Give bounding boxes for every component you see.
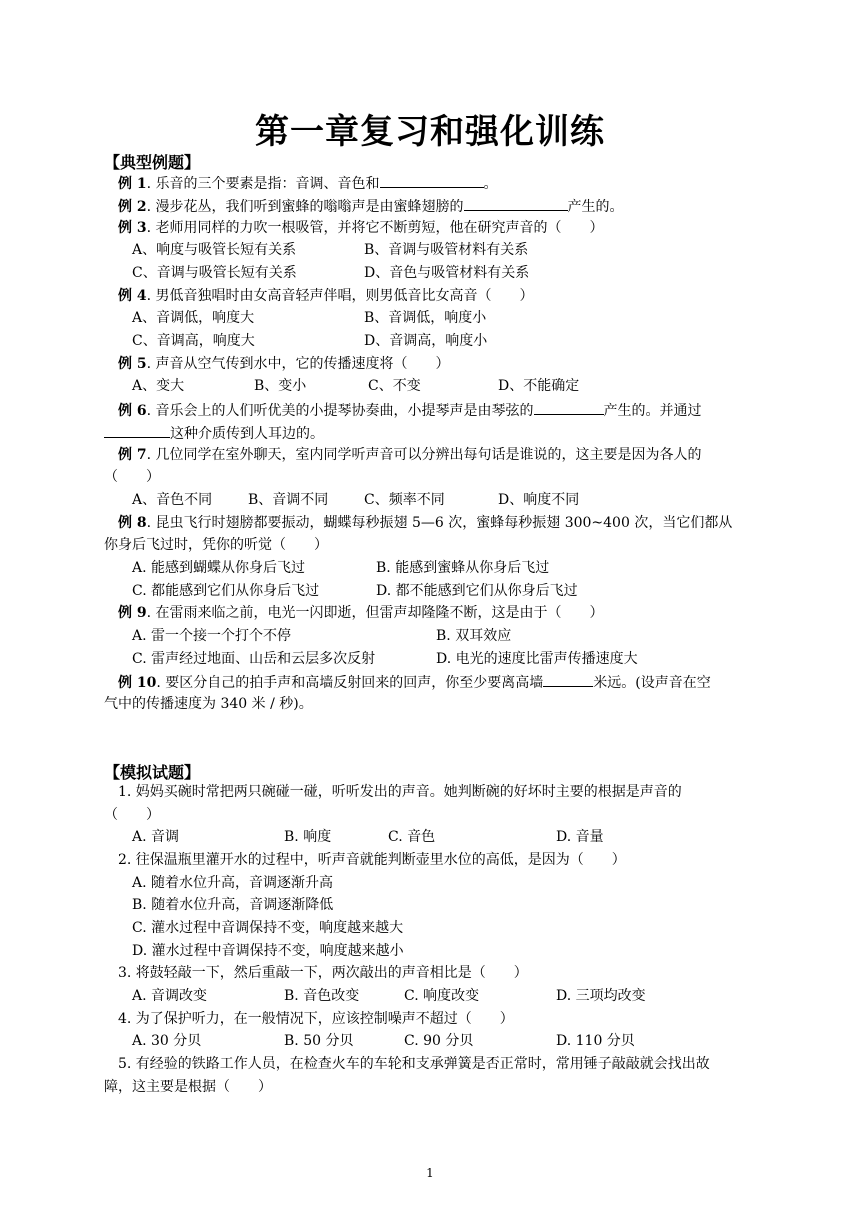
example-label: 例 6: [118, 403, 147, 419]
example-6-continuation: [104, 423, 324, 443]
example-text-continued: （ ）: [104, 469, 160, 485]
question-text-continued: （ ）: [104, 807, 160, 823]
option-d: D、音调高，响度小: [364, 333, 488, 349]
option-b: B、音调不同: [248, 492, 329, 508]
option-d: D. 电光的速度比雷声传播速度大: [436, 651, 638, 667]
answer-blank: [464, 196, 568, 211]
option-a: A. 30 分贝: [132, 1033, 202, 1049]
option-c: C. 雷声经过地面、山岳和云层多次反射: [132, 651, 376, 667]
example-text-continued: 气中的传播速度为 340 米 / 秒)。: [104, 696, 313, 712]
option-b: B、音调与吸管材料有关系: [364, 242, 529, 258]
example-text: . 昆虫飞行时翅膀都要振动，蝴蝶每秒振翅 5—6 次，蜜蜂每秒振翅 300~400 次，当它们都从: [146, 515, 733, 531]
option-c: C. 响度改变: [404, 988, 480, 1004]
option-d: D、音色与吸管材料有关系: [364, 265, 530, 281]
question-text-continued: 障，这主要是根据（ ）: [104, 1079, 272, 1095]
answer-blank: [534, 400, 604, 415]
example-1: [118, 173, 498, 193]
example-text-after: 。: [483, 176, 498, 192]
option-b: B. 随着水位升高，音调逐渐降低: [132, 897, 334, 913]
example-label: 例 5: [118, 356, 147, 372]
option-a: A、音色不同: [132, 492, 213, 508]
option-d: D. 都不能感到它们从你身后飞过: [376, 583, 578, 599]
example-label: 例 2: [118, 199, 147, 215]
example-text: . 漫步花丛，我们听到蜜蜂的嗡嗡声是由蜜蜂翅膀的: [146, 199, 464, 215]
example-text: . 音乐会上的人们听优美的小提琴协奏曲，小提琴声是由琴弦的: [146, 403, 534, 419]
mock-question-5: 5. 有经验的铁路工作人员，在检查火车的车轮和支承弹簧是否正常时，常用锤子敲敲就会找出故: [118, 1056, 710, 1072]
option-b: B、音调低，响度小: [364, 310, 487, 326]
example-text: . 声音从空气传到水中，它的传播速度将（ ）: [146, 356, 450, 372]
example-10: [118, 672, 711, 692]
option-b: B. 响度: [284, 829, 332, 845]
example-label: 例 3: [118, 220, 147, 236]
answer-blank: [380, 173, 484, 188]
example-label: 例 10: [118, 675, 157, 691]
example-text: . 男低音独唱时由女高音轻声伴唱，则男低音比女高音（ ）: [146, 288, 534, 304]
example-label: 例 9: [118, 605, 147, 621]
section-heading-mock: 【模拟试题】: [104, 763, 201, 782]
option-a: A. 随着水位升高，音调逐渐升高: [132, 875, 334, 891]
option-c: C、频率不同: [364, 492, 445, 508]
option-d: D. 音量: [556, 829, 604, 845]
example-6: [118, 400, 702, 420]
section-heading-examples: 【典型例题】: [104, 153, 201, 172]
example-text: . 要区分自己的拍手声和高墙反射回来的回声，你至少要离高墙: [156, 675, 544, 691]
option-d: D. 三项均改变: [556, 988, 646, 1004]
example-2: [118, 196, 624, 216]
option-b: B. 双耳效应: [436, 628, 512, 644]
page-number: 1: [426, 1166, 434, 1180]
example-text: . 乐音的三个要素是指：音调、音色和: [146, 176, 380, 192]
example-label: 例 4: [118, 288, 147, 304]
option-d: D. 灌水过程中音调保持不变，响度越来越小: [132, 943, 404, 959]
mock-question-3: 3. 将鼓轻敲一下，然后重敲一下，两次敲出的声音相比是（ ）: [118, 965, 528, 981]
answer-blank: [104, 423, 170, 438]
page-title: 第一章复习和强化训练: [255, 112, 605, 152]
option-a: A. 能感到蝴蝶从你身后飞过: [132, 560, 306, 576]
option-d: D、不能确定: [498, 378, 580, 394]
example-text: . 在雷雨来临之前，电光一闪即逝，但雷声却隆隆不断，这是由于（ ）: [146, 605, 604, 621]
mock-question-4: 4. 为了保护听力，在一般情况下，应该控制噪声不超过（ ）: [118, 1011, 514, 1027]
option-a: A. 音调改变: [132, 988, 208, 1004]
answer-blank: [543, 672, 593, 687]
example-text-after: 产生的。: [567, 199, 624, 215]
option-d: D、响度不同: [498, 492, 580, 508]
option-b: B、变小: [254, 378, 307, 394]
example-text: . 老师用同样的力吹一根吸管，并将它不断剪短，他在研究声音的（ ）: [146, 220, 604, 236]
option-c: C. 都能感到它们从你身后飞过: [132, 583, 320, 599]
example-9: [118, 604, 604, 622]
example-label: 例 8: [118, 515, 147, 531]
option-d: D. 110 分贝: [556, 1033, 635, 1049]
example-text-continued: 你身后飞过时，凭你的听觉（ ）: [104, 537, 328, 553]
option-a: A. 雷一个接一个打个不停: [132, 628, 292, 644]
example-5: [118, 355, 450, 373]
example-text-after: 米远。(设声音在空: [593, 675, 711, 691]
option-c: C. 90 分贝: [404, 1033, 474, 1049]
example-7: [118, 446, 702, 464]
option-c: C. 音色: [388, 829, 436, 845]
example-8: [118, 514, 732, 532]
option-a: A、响度与吸管长短有关系: [132, 242, 297, 258]
mock-question-2: 2. 往保温瓶里灌开水的过程中，听声音就能判断壶里水位的高低，是因为（ ）: [118, 852, 626, 868]
example-label: 例 1: [118, 176, 147, 192]
option-b: B. 50 分贝: [284, 1033, 354, 1049]
option-c: C. 灌水过程中音调保持不变，响度越来越大: [132, 920, 404, 936]
option-c: C、音调与吸管长短有关系: [132, 265, 297, 281]
option-c: C、音调高，响度大: [132, 333, 255, 349]
option-a: A. 音调: [132, 829, 180, 845]
example-3: [118, 219, 604, 237]
example-label: 例 7: [118, 447, 147, 463]
option-b: B. 音色改变: [284, 988, 360, 1004]
example-text-after: 产生的。并通过: [603, 403, 702, 419]
mock-question-1: 1. 妈妈买碗时常把两只碗碰一碰，听听发出的声音。她判断碗的好坏时主要的根据是声音的: [118, 784, 682, 800]
option-a: A、变大: [132, 378, 185, 394]
example-text: . 几位同学在室外聊天，室内同学听声音可以分辨出每句话是谁说的，这主要是因为各人的: [146, 447, 702, 463]
option-c: C、不变: [368, 378, 421, 394]
option-a: A、音调低，响度大: [132, 310, 255, 326]
example-4: [118, 287, 534, 305]
example-text-continued: 这种介质传到人耳边的。: [170, 426, 324, 442]
option-b: B. 能感到蜜蜂从你身后飞过: [376, 560, 550, 576]
